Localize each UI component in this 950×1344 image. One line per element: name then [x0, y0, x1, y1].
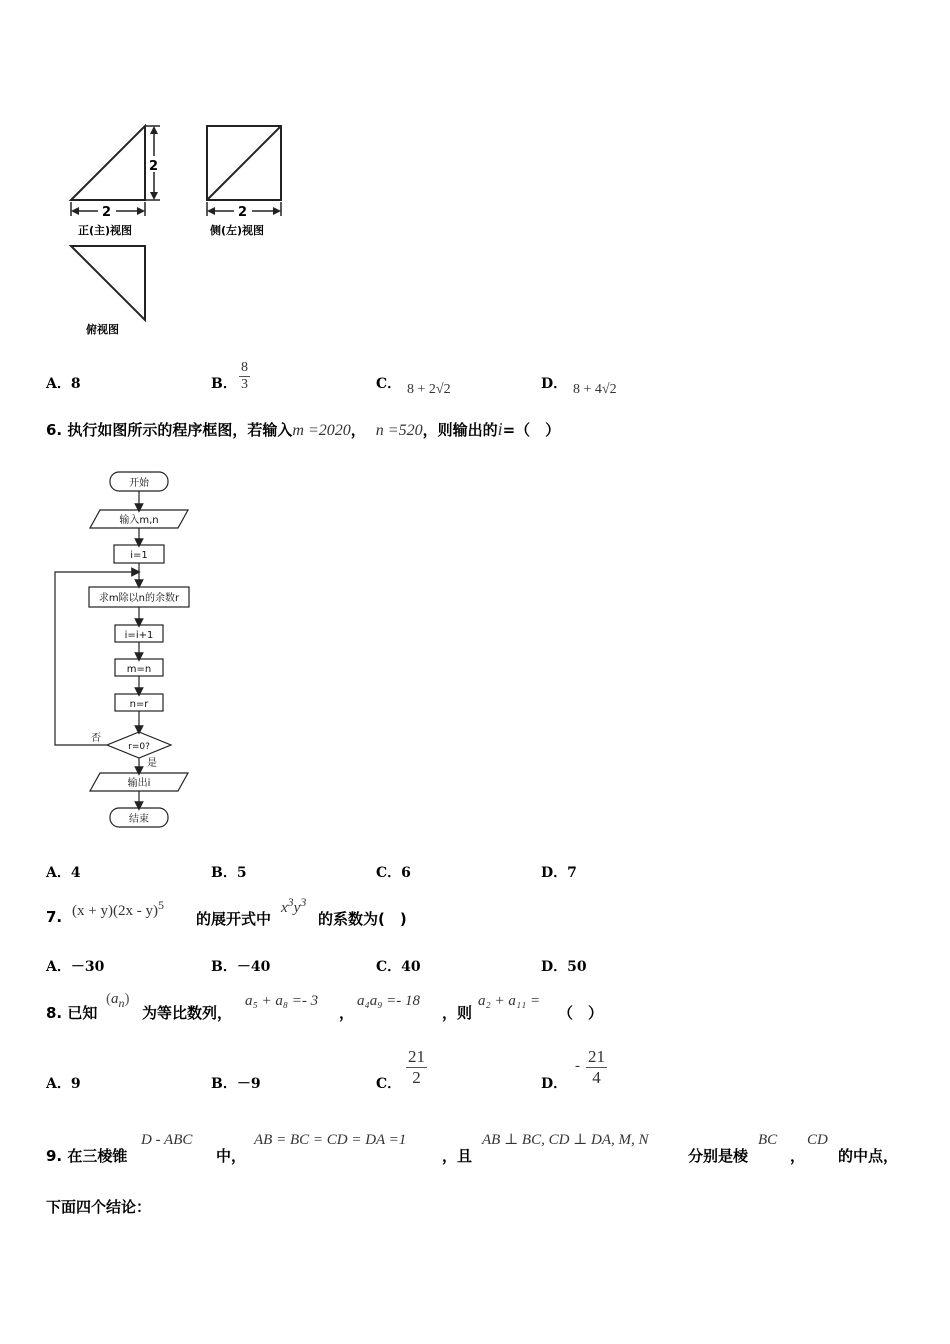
q5-option-d-label: D．: [541, 376, 568, 392]
q9-bc: BC: [758, 1132, 778, 1148]
top-view-triangle: [71, 246, 145, 320]
q7-option-c: C．40: [376, 959, 421, 975]
q5-option-a: A．8: [46, 376, 81, 392]
q9-text4: 分别是棱: [688, 1147, 749, 1165]
q8-number: 8. 已知: [46, 1004, 98, 1022]
q9-sep: ，: [790, 1147, 806, 1165]
q9-number: 9. 在三棱锥: [46, 1147, 128, 1165]
q6-option-c: C．6: [376, 865, 411, 881]
q5-option-d-value: 8 + 4√2: [573, 382, 617, 397]
q6-option-b: B．5: [211, 865, 247, 881]
q7-text2: 的系数为( ): [318, 910, 407, 928]
flow-cond-text: r=0?: [128, 742, 150, 752]
q8-sep: ，: [339, 1004, 355, 1022]
q8-eq1: a₅ + a₈ =- 3: [245, 993, 319, 1009]
q8-option-a: A．9: [46, 1076, 81, 1092]
q9-text2: 中，: [216, 1147, 247, 1165]
q7-expression: (x + y)(2x - y)$^5$: [72, 898, 164, 919]
q7-term: $x^3y^3$: [281, 895, 307, 916]
flow-incr-text: i=i+1: [124, 630, 154, 641]
side-width-dim: 2: [238, 205, 248, 220]
flow-yes-label: 是: [147, 758, 157, 769]
q7-text1: 的展开式中: [196, 910, 272, 928]
q9-text3: ，且: [442, 1147, 473, 1165]
front-view-triangle: [71, 126, 145, 200]
flow-init-text: i=1: [130, 550, 148, 561]
q7-option-b: B．－40: [211, 959, 271, 975]
flowchart: [48, 466, 198, 836]
flow-end-text: 结束: [129, 814, 149, 825]
q9-cd: CD: [807, 1132, 828, 1148]
side-view-label: 侧(左)视图: [210, 224, 265, 237]
q8-eq3: a₂ + a₁₁ =: [478, 993, 541, 1009]
front-width-dim: 2: [102, 205, 112, 220]
q5-option-b-label: B．: [211, 376, 237, 392]
q7-option-d: D．50: [541, 959, 587, 975]
q8-text2: 为等比数列，: [142, 1004, 233, 1022]
q8-option-d-label: D．: [541, 1076, 568, 1092]
flow-assign-m-text: m=n: [126, 664, 152, 675]
q5-option-c-label: C．: [376, 376, 402, 392]
front-height-dim: 2: [149, 159, 159, 174]
flow-start-text: 开始: [129, 478, 149, 489]
q6-option-d: D．7: [541, 865, 577, 881]
q7-option-a: A．－30: [46, 959, 105, 975]
flow-output-text: 输出i: [127, 778, 151, 789]
q9-pyramid: D - ABC: [141, 1132, 193, 1148]
q8-sequence: $(a_n)$: [106, 991, 130, 1010]
flow-assign-n-text: n=r: [129, 699, 149, 710]
q9-eq2: AB ⊥ BC, CD ⊥ DA, M, N: [482, 1132, 649, 1148]
flow-no-label: 否: [91, 733, 101, 744]
q8-option-d-sign: -: [575, 1058, 580, 1074]
q8-option-c-label: C．: [376, 1076, 402, 1092]
q8-option-d-fraction: $\frac{21}{4}$: [588, 1047, 605, 1087]
q9-eq1: AB = BC = CD = DA =1: [254, 1132, 407, 1148]
q8-eq2: a₄a₉ =- 18: [357, 993, 421, 1009]
q8-option-b: B．－9: [211, 1076, 261, 1092]
flow-remainder-text: 求m除以n的余数r: [98, 593, 180, 604]
q8-text4: （ ）: [558, 1004, 604, 1022]
q7-number: 7.: [46, 908, 63, 926]
q5-option-b-fraction: $\frac{8}{3}$: [241, 360, 248, 392]
q5-option-c-value: 8 + 2√2: [407, 382, 451, 397]
q8-text3: ，则: [442, 1004, 473, 1022]
flow-input-text: 输入m,n: [119, 515, 159, 526]
q9-line2: 下面四个结论：: [46, 1198, 152, 1216]
three-view-figure: [60, 118, 300, 343]
q8-option-c-fraction: $\frac{21}{2}$: [408, 1047, 425, 1087]
q6-stem: 6. 执行如图所示的程序框图，若输入m =2020， n =520，则输出的i=（ ）: [46, 419, 561, 439]
top-view-label: 俯视图: [86, 323, 119, 336]
q9-text5: 的中点，: [838, 1147, 899, 1165]
front-view-label: 正(主)视图: [78, 224, 133, 237]
q6-option-a: A．4: [46, 865, 81, 881]
